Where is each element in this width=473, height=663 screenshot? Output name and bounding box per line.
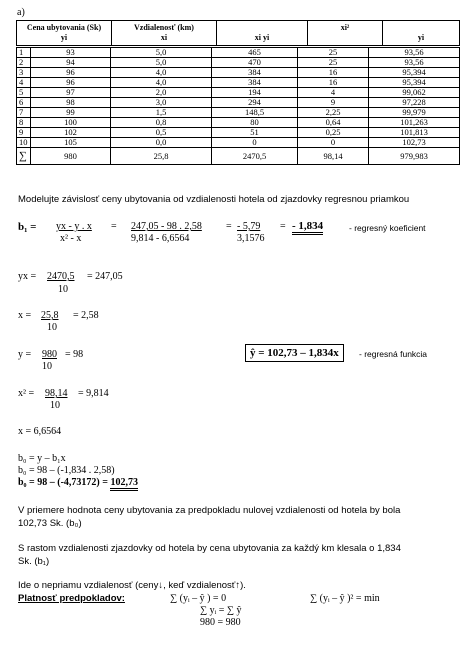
table-cell: 1,5 (111, 108, 212, 118)
validity-cond-4: ∑ (yᵢ – ŷ )² = min (310, 593, 380, 604)
x2-lhs: x² = (18, 388, 35, 399)
table-cell: 25 (298, 48, 369, 58)
table-cell: 95,394 (369, 68, 460, 78)
table-header-row (17, 21, 460, 46)
sum-row (17, 148, 460, 165)
table-cell: 101,263 (369, 118, 460, 128)
table-row (17, 108, 460, 118)
b1-numerator: yx - y . x (56, 221, 92, 232)
table-row (17, 68, 460, 78)
regression-note: - regresná funkcia (359, 349, 428, 359)
table-cell: 97 (31, 88, 111, 98)
sum-cell: 25,8 (111, 148, 212, 165)
table-cell: 98 (31, 98, 111, 108)
table-cell: 384 (212, 68, 298, 78)
table-cell: 0,5 (111, 128, 212, 138)
x2-numerator: 98,14 (45, 388, 68, 399)
table-cell: 5,0 (111, 58, 212, 68)
table-row (17, 138, 460, 148)
table-cell: 384 (212, 78, 298, 88)
table-cell: 25 (298, 58, 369, 68)
table-cell: 9 (298, 98, 369, 108)
table-cell: 51 (212, 128, 298, 138)
table-cell: 93,56 (369, 48, 460, 58)
b1-equals-2: = (226, 221, 232, 232)
yx-lhs: yx = (18, 271, 37, 282)
table-cell: 5,0 (111, 48, 212, 58)
table-cell: 80 (212, 118, 298, 128)
row-index-cell: 6 (17, 98, 31, 108)
table-cell: 102 (31, 128, 111, 138)
section-label: a) (17, 7, 25, 18)
x-numerator: 25,8 (41, 310, 59, 321)
col-header-distance: Vzdialenosť (km) xi (112, 21, 217, 46)
table-cell: 4,0 (111, 68, 212, 78)
validity-cond-2: ∑ yᵢ = ∑ ŷ (200, 605, 242, 616)
table-cell: 105 (31, 138, 111, 148)
b0-line-1: b₀ = y – b₁x (18, 453, 66, 464)
table-cell: 465 (212, 48, 298, 58)
table-row (17, 78, 460, 88)
yx-numerator: 2470,5 (47, 271, 75, 282)
row-index-cell: 1 (17, 48, 31, 58)
table-cell: 95,394 (369, 78, 460, 88)
table-cell: 16 (298, 78, 369, 88)
paragraph-b1: S rastom vzdialenosti zjazdovky od hotela by cena ubytovania za každý km klesala o 1,834 (18, 543, 401, 554)
y-result: = 98 (65, 349, 84, 360)
b1-numerator-3: - 5,79 (237, 221, 261, 232)
row-index-cell: 3 (17, 68, 31, 78)
row-index-cell: 7 (17, 108, 31, 118)
b1-result: - 1,834 (292, 220, 323, 235)
table-cell: 4 (298, 88, 369, 98)
x-squared-line: x = 6,6564 (18, 426, 62, 437)
b1-denominator-3: 3,1576 (237, 233, 265, 244)
table-cell: 99 (31, 108, 111, 118)
paragraph-indirect: Ide o nepriamu vzdialenosť (ceny↓, keď vzdialenosť↑). (18, 580, 246, 591)
col-header-yhat: yi (383, 21, 460, 46)
table-cell: 93 (31, 48, 111, 58)
sum-symbol: ∑ (17, 148, 31, 165)
paragraph-b0-cont: 102,73 Sk. (b₀) (18, 518, 82, 529)
table-cell: 96 (31, 78, 111, 88)
regression-function-box: ŷ = 102,73 – 1,834x (245, 344, 344, 362)
x-denominator: 10 (47, 322, 57, 333)
table-cell: 0 (212, 138, 298, 148)
col-header-price: Cena ubytovania (Sk) yi (17, 21, 112, 46)
table-cell: 470 (212, 58, 298, 68)
table-cell: 3,0 (111, 98, 212, 108)
b1-numerator-2: 247,05 - 98 . 2,58 (131, 221, 202, 232)
b0-line-3: b₀ = 98 – (-4,73172) = 102,73 (18, 477, 138, 488)
y-numerator: 980 (42, 349, 57, 360)
row-index-cell: 10 (17, 138, 31, 148)
col-header-xy: xi yi (217, 21, 308, 46)
table-row (17, 98, 460, 108)
table-cell: 2,0 (111, 88, 212, 98)
validity-cond-1: ∑ (yᵢ – ŷ ) = 0 (170, 593, 227, 604)
table-cell: 96 (31, 68, 111, 78)
row-index-cell: 2 (17, 58, 31, 68)
table-cell: 101,813 (369, 128, 460, 138)
row-index-cell: 8 (17, 118, 31, 128)
table-cell: 97,228 (369, 98, 460, 108)
x-lhs: x = (18, 310, 32, 321)
table-cell: 0,8 (111, 118, 212, 128)
row-index-cell: 9 (17, 128, 31, 138)
table-cell: 194 (212, 88, 298, 98)
table-cell: 4,0 (111, 78, 212, 88)
col-header-x2: xi² (308, 21, 383, 46)
row-index-cell: 5 (17, 88, 31, 98)
data-table (16, 20, 460, 46)
validity-label: Platnosť predpokladov: (18, 593, 125, 604)
yx-denominator: 10 (58, 284, 68, 295)
y-denominator: 10 (42, 361, 52, 372)
b1-denominator-2: 9,814 - 6,6564 (131, 233, 190, 244)
x2-denominator: 10 (50, 400, 60, 411)
table-row (17, 128, 460, 138)
paragraph-b1-cont: Sk. (b₁) (18, 556, 50, 567)
b1-denominator: x² - x (60, 233, 82, 244)
table-cell: 0,25 (298, 128, 369, 138)
table-cell: 99,062 (369, 88, 460, 98)
table-row (17, 58, 460, 68)
sum-cell: 980 (31, 148, 111, 165)
b0-result: 102,73 (110, 477, 138, 491)
table-cell: 102,73 (369, 138, 460, 148)
b1-equals: = (111, 221, 117, 232)
x-result: = 2,58 (73, 310, 99, 321)
table-cell: 93,56 (369, 58, 460, 68)
table-row (17, 88, 460, 98)
table-cell: 0,0 (111, 138, 212, 148)
table-cell: 0,64 (298, 118, 369, 128)
table-cell: 2,25 (298, 108, 369, 118)
table-row (17, 118, 460, 128)
row-index-cell: 4 (17, 78, 31, 88)
table-cell: 99,979 (369, 108, 460, 118)
table-cell: 94 (31, 58, 111, 68)
table-cell: 148,5 (212, 108, 298, 118)
table-cell: 0 (298, 138, 369, 148)
sum-cell: 979,983 (369, 148, 460, 165)
table-cell: 294 (212, 98, 298, 108)
yx-result: = 247,05 (87, 271, 123, 282)
data-table-body (16, 47, 460, 165)
table-cell: 16 (298, 68, 369, 78)
table-row (17, 48, 460, 58)
b0-line-2: b₀ = 98 – (-1,834 . 2,58) (18, 465, 115, 476)
validity-cond-3: 980 = 980 (200, 617, 241, 628)
y-lhs: y = (18, 349, 32, 360)
sum-cell: 2470,5 (212, 148, 298, 165)
b1-equals-3: = (280, 221, 286, 232)
x2-result: = 9,814 (78, 388, 109, 399)
table-cell: 100 (31, 118, 111, 128)
paragraph-b0: V priemere hodnota ceny ubytovania za predpokladu nulovej vzdialenosti od hotela by bola (18, 505, 401, 516)
sum-cell: 98,14 (298, 148, 369, 165)
intro-text: Modelujte závislosť ceny ubytovania od vzdialenosti hotela od zjazdovky regresnou priamkou (18, 194, 410, 205)
b1-note: - regresný koeficient (349, 223, 426, 233)
b1-lhs: b₁ = (18, 221, 37, 233)
